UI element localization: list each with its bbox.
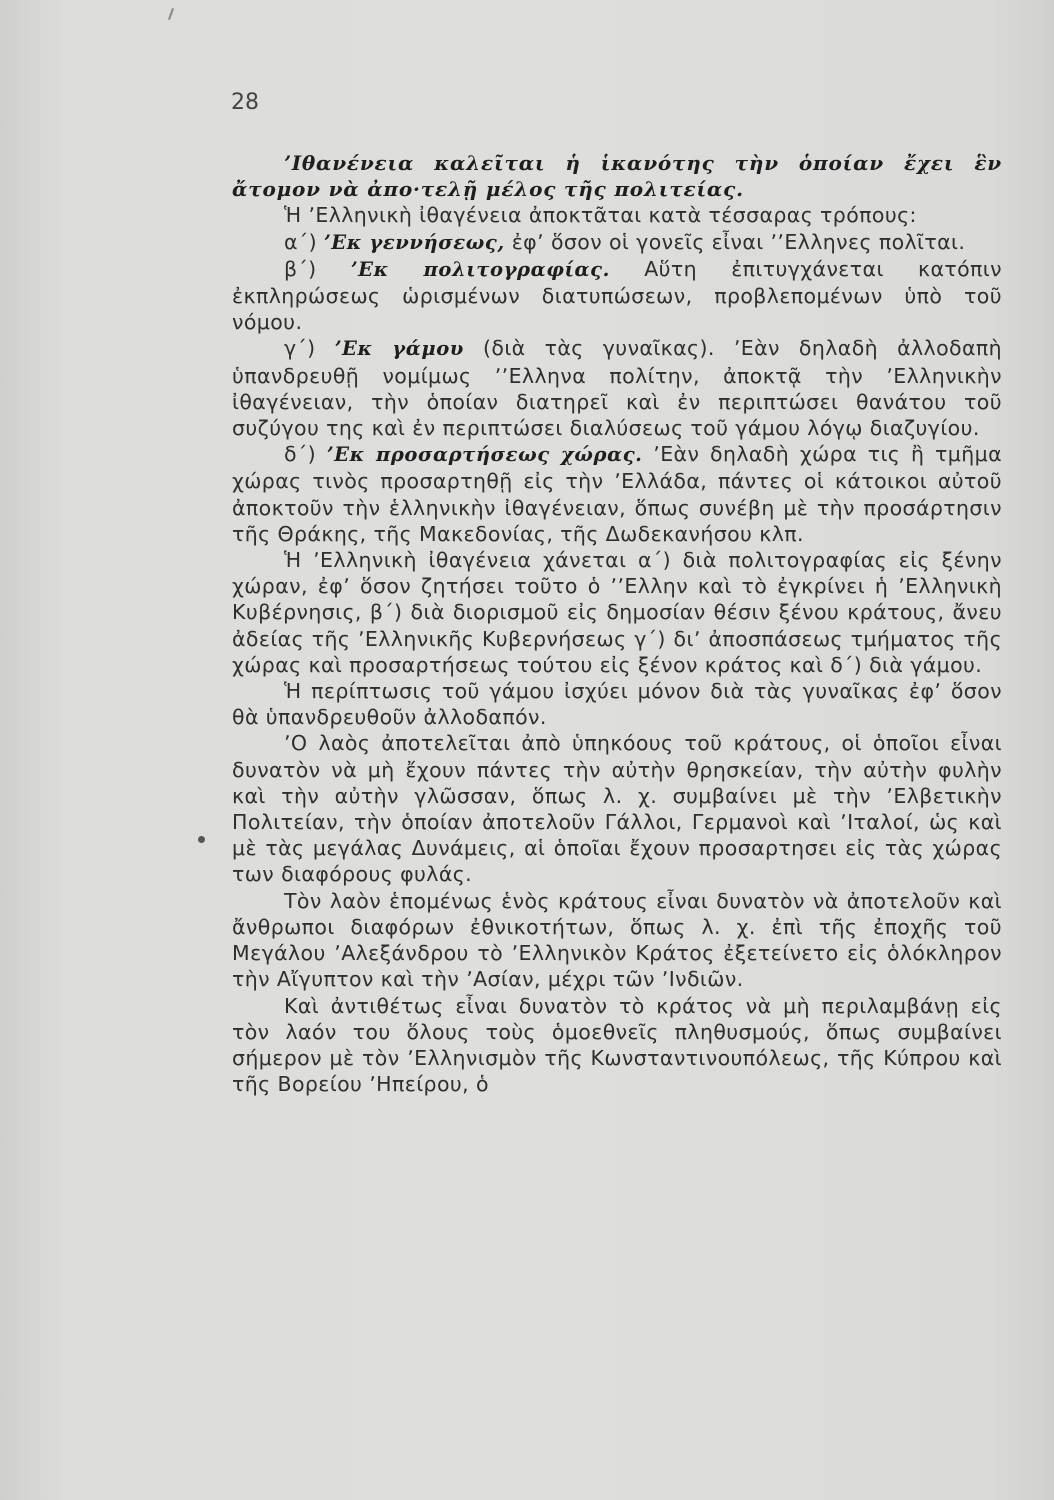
margin-dot (198, 836, 205, 843)
paragraph-nationalities: Τὸν λαὸν ἑπομένως ἑνὸς κράτους εἶναι δυνατὸν νὰ ἀποτελοῦν καὶ ἄνθρωποι διαφόρων ἐθνικοτήτων, ὅπως λ. χ. ἐπὶ τῆς ἐποχῆς τοῦ Μεγάλου ʼΑλεξάνδρου τὸ ʼΕλληνικὸν Κράτος ἐξετείνετο εἰς ὁλόκληρον τὴν Αἴγυπτον καὶ τὴν ʼΑσίαν, μέχρι τῶν ʼΙνδιῶν. (232, 888, 1002, 992)
paragraph-annexation-text: ʼΕὰν δηλαδὴ χώρα τις ἢ τμῆμα χώρας τινὸς προσαρτηθῇ εἰς τὴν ʼΕλλάδα, πάντες οἱ κάτοικοι αὐτοῦ ἀποκτοῦν τὴν ἑλληνικὴν ἰθαγένειαν, ὅπως συνέβη μὲ τὴν προσάρτησιν τῆς Θράκης, τῆς Μακεδονίας, τῆς Δωδεκανήσου κλπ. (232, 442, 1002, 546)
item-label: α΄) (284, 229, 317, 254)
paragraph-birth-text: ἐφʼ ὅσον οἱ γονεῖς εἶναι ʼʼΕλληνες πολῖται. (511, 229, 966, 254)
item-label: β΄) (284, 256, 317, 281)
keyword-marriage: ʼΕκ γάμου (334, 337, 464, 361)
paragraph-marriage-acquisition-text: (διὰ τὰς γυναῖκας). ʼΕὰν δηλαδὴ ἀλλοδαπὴ ὑπανδρευθῇ νομίμως ʼʼΕλληνα πολίτην, ἀποκτᾷ τὴν ʼΕλληνικὴν ἰθαγένειαν, τὴν ὁποίαν διατηρεῖ καὶ ἐν περιπτώσει θανάτου τοῦ συζύγου της καὶ ἐν περιπτώσει διαλύσεως τοῦ γάμου λόγῳ διαζυγίου. (232, 336, 1003, 441)
paragraph-loss: Ἡ ʼΕλληνικὴ ἰθαγένεια χάνεται α΄) διὰ πολιτογραφίας εἰς ξένην χώραν, ἐφʼ ὅσον ζητήσει τοῦτο ὁ ʼʼΕλλην καὶ τὸ ἐγκρίνει ἡ ʼΕλληνικὴ Κυβέρνησις, β΄) διὰ διορισμοῦ εἰς δημοσίαν θέσιν ξένου κράτους, ἄνευ ἀδείας τῆς ʼΕλληνικῆς Κυβερνήσεως γ΄) διʼ ἀποσπάσεως τμήματος τῆς χώρας καὶ προσαρτήσεως τούτου εἰς ξένον κράτος καὶ δ΄) διὰ γάμου. (232, 548, 1002, 677)
keyword-birth: ʼΕκ γεννήσεως, (323, 230, 505, 254)
paragraph-annexation (232, 441, 1002, 547)
paragraph-people: ʼΟ λαὸς ἀποτελεῖται ἀπὸ ὑπηκόους τοῦ κράτους, οἱ ὁποῖοι εἶναι δυνατὸν νὰ μὴ ἔχουν πάντες τὴν αὐτὴν θρησκείαν, τὴν αὐτὴν φυλὴν καὶ τὴν αὐτὴν γλῶσσαν, ὅπως λ. χ. συμβαίνει μὲ τὴν ʼΕλβετικὴν Πολιτείαν, τὴν ὁποίαν ἀποτελοῦν Γάλλοι, Γερμανοὶ καὶ ʼΙταλοί, ὡς καὶ μὲ τὰς μεγάλας Δυνάμεις, αἱ ὁποῖαι ἔχουν προσαρτησει εἰς τὰς χώρας των διαφόρους φυλάς. (232, 731, 1002, 887)
paragraph-marriage-case: Ἡ περίπτωσις τοῦ γάμου ἰσχύει μόνον διὰ τὰς γυναῖκας ἐφʼ ὅσον θὰ ὑπανδρευθοῦν ἀλλοδαπόν. (232, 679, 1002, 730)
item-label: γ΄) (284, 336, 316, 361)
margin-mark (168, 8, 174, 20)
keyword-annexation: ʼΕκ προσαρτήσεως χώρας. (326, 443, 643, 467)
paragraph-birth (232, 229, 1002, 256)
page-text (232, 150, 1002, 1097)
paragraph-marriage-acquisition (232, 335, 1002, 441)
page-number: 28 (231, 90, 259, 115)
item-label: δ΄) (284, 442, 316, 467)
paragraph-contrary: Καὶ ἀντιθέτως εἶναι δυνατὸν τὸ κράτος νὰ μὴ περιλαμβάνῃ εἰς τὸν λαόν του ὅλους τοὺς ὁμοεθνεῖς πληθυσμούς, ὅπως συμβαίνει σήμερον μὲ τὸν ʼΕλληνισμὸν τῆς Κωνσταντινουπόλεως, τῆς Κύπρου καὶ τῆς Βορείου ʼΗπείρου, ὁ (232, 993, 1002, 1097)
paragraph-intro: Ἡ ʼΕλληνικὴ ἰθαγένεια ἀποκτᾶται κατὰ τέσσαρας τρόπους: (284, 203, 917, 228)
paragraph-naturalization (232, 256, 1002, 336)
section-heading: ʼΙθανένεια καλεῖται ἡ ἱκανότης τὴν ὁποίαν ἔχει ἓν ἄτομον νὰ ἀπο·τελῇ μέλος τῆς πολιτείας. (232, 151, 1002, 202)
paragraph-naturalization-text: Αὕτη ἐπιτυγχάνεται κατόπιν ἐκπληρώσεως ὡρισμένων διατυπώσεων, προβλεπομένων ὑπὸ τοῦ νόμου. (232, 256, 1002, 335)
keyword-naturalization: ʼΕκ πολιτογραφίας. (350, 257, 610, 281)
